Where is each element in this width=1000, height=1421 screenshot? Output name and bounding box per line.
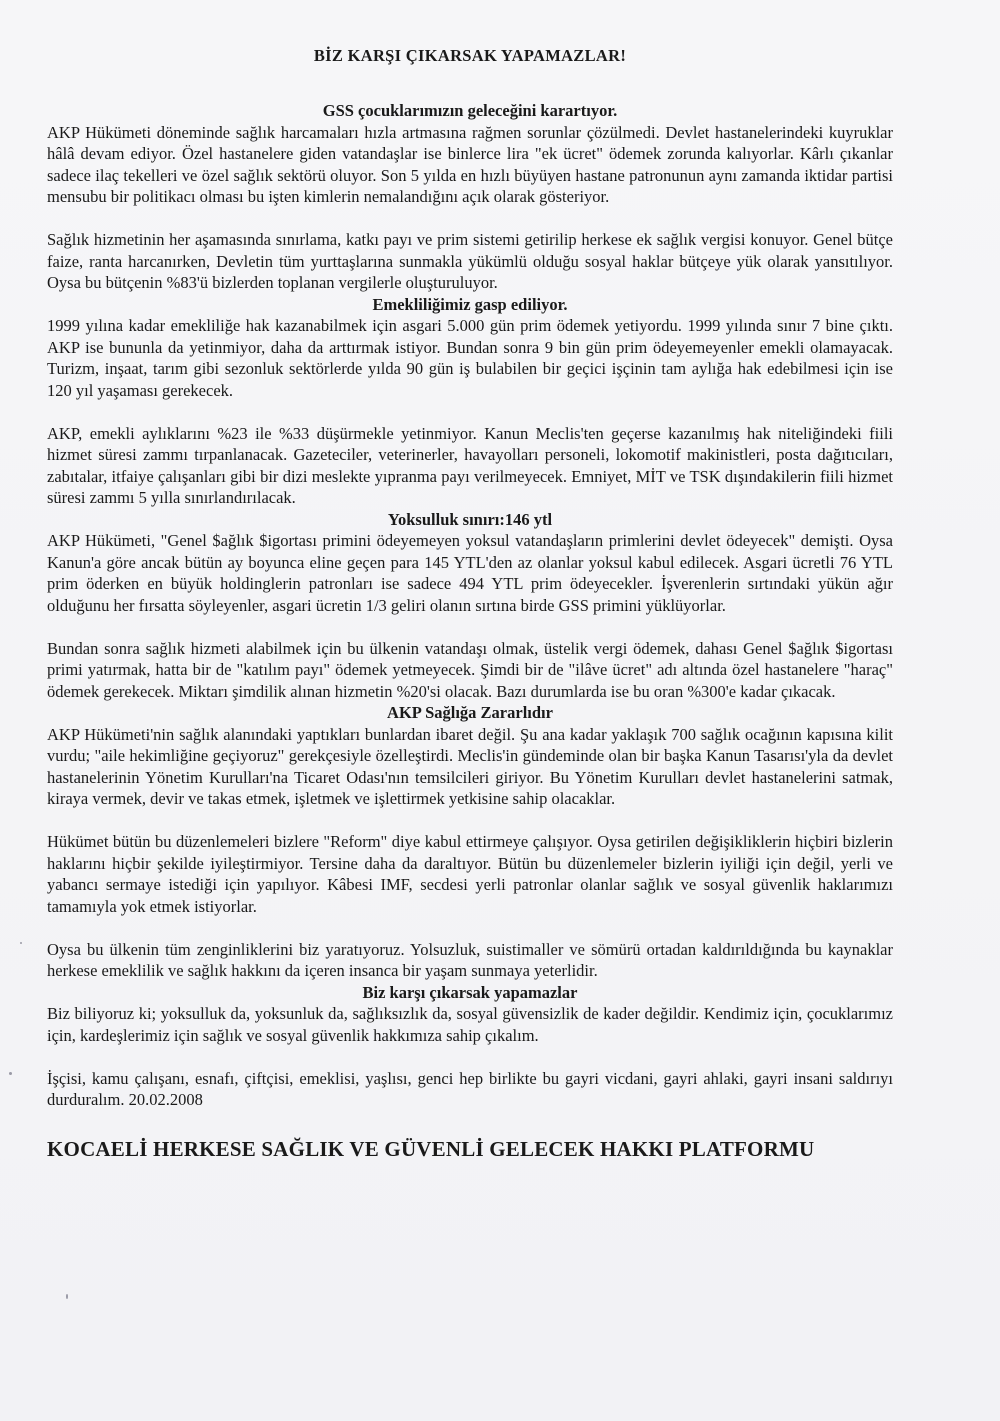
section-heading: GSS çocuklarımızın geleceğini karartıyor. [322,101,618,120]
signature-platform: KOCAELİ HERKESE SAĞLIK VE GÜVENLİ GELECEK HAKKI PLATFORMU [47,1136,815,1161]
paragraph-gap [47,810,893,832]
paragraph-gap [47,1046,893,1068]
section-heading: Yoksulluk sınırı:146 ytl [387,509,553,529]
section-heading: Biz karşı çıkarsak yapamazlar [362,982,578,1002]
scan-speck [20,942,22,944]
paragraph-gap [47,208,893,230]
paragraph: Bundan sonra sağlık hizmeti alabilmek için bu ülkenin vatandaşı olmak, üstelik vergi ödemek, dahası Genel $ağlık $igortası primi yatırmak, hatta bir de "katılım payı" ödemek yetmeyecek. Şimdi bir de "ilâve ücret" adı altında özel hastanelere "haraç" ödemek gerekecek. Miktarı şimdilik alınan hizmetin %20'si olacak. Bazı durumlarda ise bu oran %300'e kadar çıkacak. [47,638,893,701]
paragraph: AKP Hükümeti'nin sağlık alanındaki yaptıkları bunlardan ibaret değil. Şu ana kadar yaklaşık 700 sağlık ocağının kapısına kilit vurdu; "aile hekimliğine geçiyoruz" gerekçesiyle özelleştirdi. Meclis'in gündeminde olan bir başka Kanun Tasarısı'yla da devlet hastanelerinin Yönetim Kurulları'na Ticaret Odası'nın temsilcileri giriyor. Bu Yönetim Kurulları devlet hastanelerini satmak, kiraya vermek, devir ve takas etmek, işletmek ve işlettirmek yetkisine sahip olacaklar. [47,724,893,808]
paragraph: AKP Hükümeti döneminde sağlık harcamaları hızla artmasına rağmen sorunlar çözülmedi. Devlet hastanelerindeki kuyruklar hâlâ devam ediyor. Özel hastanelere giden vatandaşlar ise binlerce lira "ek ücret" ödemek zorunda kalıyorlar. Kârlı çıkanlar sadece ilaç tekelleri ve özel sağlık sektörü oluyor. Son 5 yılda en hızlı büyüyen hastane patronunun aynı zamanda iktidar partisi mensubu bir politikacı olması bu işten kimlerin nemalandığını açık olarak gösteriyor. [47,122,893,206]
section-heading: AKP Sağlığa Zararlıdır [387,703,553,722]
scan-speck [66,1294,68,1299]
paragraph: Hükümet bütün bu düzenlemeleri bizlere "Reform" diye kabul ettirmeye çalışıyor. Oysa getirilen değişikliklerin hiçbiri bizlerin haklarını hiçbir şekilde iyileştirmiyor. Tersine daha da daraltıyor. Bütün bu düzenlemeler bizlerin iyiliği için değil, yerli ve yabancı sermaye istediği için yapılıyor. Kâbesi IMF, secdesi yerli patronlar olanlar sağlık ve sosyal güvenlik haklarımızı tamamıyla yok etmek istiyorlar. [47,832,893,916]
paragraph: Biz biliyoruz ki; yoksulluk da, yoksunluk da, sağlıksızlık da, sosyal güvensizlik de kader değildir. Kendimiz için, çocuklarımız için, kardeşlerimiz için sağlık ve sosyal güvenlik hakkımıza sahip çıkalım. [47,1004,893,1045]
paragraph: Oysa bu ülkenin tüm zenginliklerini biz yaratıyoruz. Yolsuzluk, suistimaller ve sömürü ortadan kaldırıldığında bu kaynaklar herkese emeklilik ve sağlık hakkını da içeren insanca bir yaşam sunmaya yeterlidir. [47,939,893,980]
paragraph: 1999 yılına kadar emekliliğe hak kazanabilmek için asgari 5.000 gün prim ödemek yetiyordu. 1999 yılında sınır 7 bine çıktı. AKP ise bununla da yetinmiyor, daha da arttırmak istiyor. Bundan sonra 9 bin gün prim ödeyemeyenler emekli olamayacak. Turizm, inşaat, tarım gibi sezonluk sektörlerde yılda 90 gün iş bulabilen bir geçici işçinin tam aylığa hak edebilmesi için ise 120 yıl yaşaması gerekecek. [47,316,893,400]
paragraph-gap [47,401,893,423]
scan-speck [9,1072,12,1075]
paragraph: İşçisi, kamu çalışanı, esnafı, çiftçisi, emeklisi, yaşlısı, genci hep birlikte bu gayri vicdani, gayri ahlaki, gayri insani saldırıyı durduralım. 20.02.2008 [47,1068,893,1109]
paragraph-gap [47,917,893,939]
document-title: BİZ KARŞI ÇIKARSAK YAPAMAZLAR! [313,46,627,65]
paragraph: AKP Hükümeti, "Genel $ağlık $igortası primini ödeyemeyen yoksul vatandaşların primlerini devlet ödeyecek" demişti. Oysa Kanun'a göre ancak bütün ay boyunca eline geçen para 145 YTL'den az olanlar yoksul kabul edilecek. Asgari ücretli 76 YTL prim öderken en büyük holdinglerin patronları ise sadece 494 YTL prim ödeyecekler. İşverenlerin sırtındaki yükün ağır olduğunu her fırsatta söyleyenler, asgari ücretin 1/3 geliri olanın sırtına birde GSS primini yüklüyorlar. [47,531,893,615]
section-heading: Emekliliğimiz gasp ediliyor. [372,294,568,314]
paragraph: AKP, emekli aylıklarını %23 ile %33 düşürmekle yetinmiyor. Kanun Meclis'ten geçerse kazanılmış hak niteliğindeki fiili hizmet süresi zammı tırpanlanacak. Gazeteciler, veterinerler, havayolları personeli, lokomotif makinistleri, posta dağıtıcıları, zabıtalar, itfaiye çalışanları gibi bir dizi meslekte yıpranma payı verilmeyecek. Emniyet, MİT ve TSK dışındakilerin fiili hizmet süresi zammı 5 yılla sınırlandırılacak. [47,423,893,507]
paragraph-gap [47,616,893,638]
paragraph: Sağlık hizmetinin her aşamasında sınırlama, katkı payı ve prim sistemi getirilip herkese ek sağlık vergisi konuyor. Genel bütçe faize, ranta harcanırken, Devletin tüm yurttaşlarına sunmakla yükümlü olduğu sosyal haklar bütçeye yük olarak yansıtılıyor. Oysa bu bütçenin %83'ü bizlerden toplanan vergilerle oluşturuluyor. [47,230,893,292]
